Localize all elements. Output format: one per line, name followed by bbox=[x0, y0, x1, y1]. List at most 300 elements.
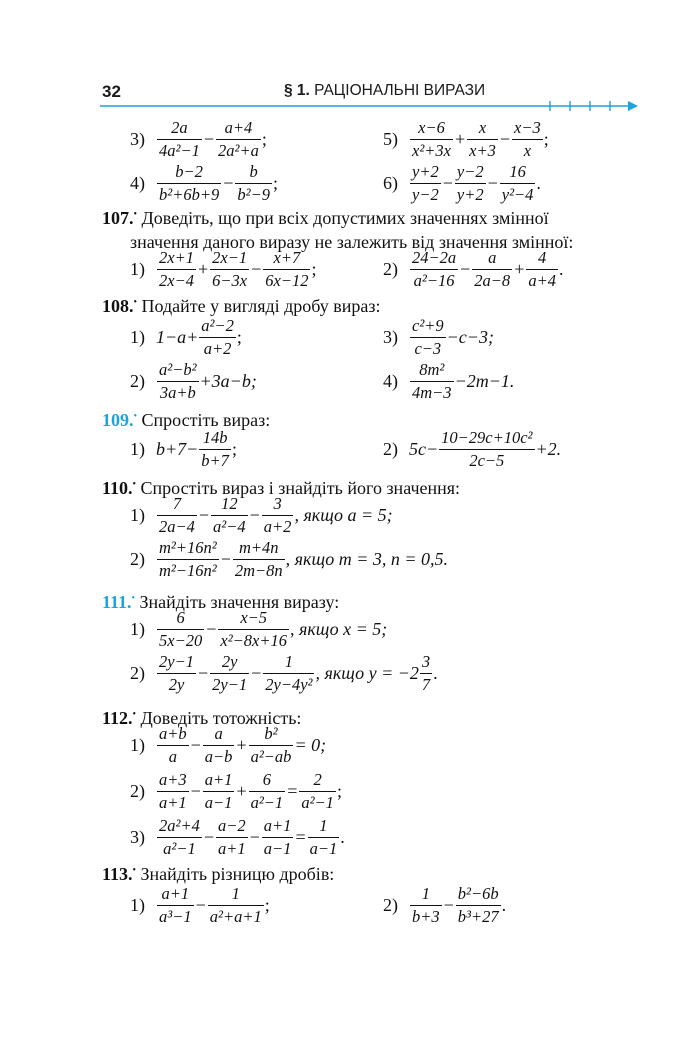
numerator: 2a²+4 bbox=[159, 816, 200, 835]
fraction bbox=[157, 724, 189, 767]
denominator: a+2 bbox=[203, 339, 232, 359]
denominator: 7 bbox=[421, 675, 431, 695]
expression-row bbox=[130, 248, 316, 291]
fraction-bar bbox=[526, 269, 558, 270]
fraction-bar bbox=[263, 673, 314, 674]
denominator: a²−ab bbox=[250, 747, 292, 767]
denominator: a+4 bbox=[528, 271, 556, 291]
fraction-bar bbox=[235, 183, 272, 184]
denominator: a²−1 bbox=[163, 839, 196, 859]
page-header bbox=[0, 0, 695, 115]
denominator: x²+3x bbox=[412, 141, 451, 161]
fraction bbox=[262, 816, 294, 859]
expr-end: . bbox=[433, 663, 438, 684]
numerator: 24−2a bbox=[412, 248, 457, 267]
denominator: a²−16 bbox=[413, 271, 455, 291]
fraction bbox=[512, 118, 543, 161]
expr-post: +2. bbox=[535, 439, 562, 460]
fraction-bar bbox=[218, 629, 289, 630]
expression-row bbox=[383, 316, 494, 359]
fraction-bar bbox=[157, 745, 189, 746]
fraction-bar bbox=[410, 905, 442, 906]
expr-op1: − bbox=[460, 259, 471, 280]
fraction bbox=[199, 316, 236, 359]
fraction bbox=[211, 494, 248, 537]
numerator: 8m² bbox=[419, 360, 445, 379]
denominator: a²+a+1 bbox=[209, 907, 262, 927]
item-label: 2) bbox=[383, 895, 398, 916]
numerator: m+4n bbox=[238, 538, 279, 557]
expr-op2: − bbox=[249, 505, 260, 526]
numerator: b²−6b bbox=[457, 884, 499, 903]
expr-end: ; bbox=[231, 439, 237, 460]
fraction bbox=[157, 816, 202, 859]
problem-number: 111. bbox=[102, 592, 132, 612]
expression-row bbox=[130, 608, 387, 651]
expression-row bbox=[130, 316, 242, 359]
expr-op2: − bbox=[251, 259, 262, 280]
expr-op1: − bbox=[195, 895, 206, 916]
fraction-bar bbox=[456, 905, 501, 906]
expr-end: ; bbox=[261, 129, 267, 150]
denominator: a−1 bbox=[309, 839, 338, 859]
numerator: 3 bbox=[273, 494, 282, 513]
item-label: 3) bbox=[130, 129, 145, 150]
expr-eq: = bbox=[287, 781, 298, 802]
denominator: m²−16n² bbox=[159, 561, 217, 581]
numerator: a+4 bbox=[224, 118, 253, 137]
problem-text: Доведіть, що при всіх допустимих значеннях змінної bbox=[141, 208, 549, 228]
denominator: 2a−8 bbox=[474, 271, 511, 291]
denominator: 3a+b bbox=[159, 383, 196, 403]
expression-row bbox=[383, 118, 549, 161]
item-label: 2) bbox=[130, 549, 145, 570]
expression-row bbox=[130, 428, 237, 471]
fraction-bar bbox=[308, 837, 340, 838]
numerator: x−5 bbox=[240, 608, 268, 627]
fraction-bar bbox=[500, 183, 536, 184]
numerator: x+7 bbox=[273, 248, 301, 267]
fraction-bar bbox=[210, 269, 249, 270]
item-label: 2) bbox=[130, 781, 145, 802]
denominator: 2y bbox=[168, 675, 185, 695]
denominator: b+3 bbox=[412, 907, 440, 927]
numerator: a bbox=[488, 248, 497, 267]
numerator: 1 bbox=[421, 884, 430, 903]
numerator: 16 bbox=[509, 162, 526, 181]
item-label: 1) bbox=[130, 619, 145, 640]
fraction-bar bbox=[512, 139, 543, 140]
expr-op1: + bbox=[454, 129, 466, 150]
denominator: x bbox=[523, 141, 532, 161]
expr-op1: − bbox=[206, 619, 217, 640]
fraction bbox=[263, 652, 314, 695]
problem-text: Доведіть тотожність: bbox=[140, 708, 302, 728]
expression-row bbox=[130, 770, 342, 813]
expr-op1: − bbox=[220, 549, 231, 570]
expression-row bbox=[130, 538, 448, 581]
expr-post: , якщо y = −2 bbox=[315, 663, 419, 684]
expression-row bbox=[383, 162, 541, 205]
expression-row bbox=[130, 652, 438, 695]
numerator: a+1 bbox=[263, 816, 292, 835]
expr-pre: 5c− bbox=[409, 439, 439, 460]
item-label: 3) bbox=[383, 327, 398, 348]
denominator: b+7 bbox=[201, 451, 229, 471]
numerator: b bbox=[249, 162, 258, 181]
expr-pre: 1−a+ bbox=[156, 327, 199, 348]
expression-row bbox=[383, 360, 514, 403]
fraction-bar bbox=[203, 745, 235, 746]
denominator: a−1 bbox=[263, 839, 292, 859]
numerator: 1 bbox=[284, 652, 293, 671]
expr-end: . bbox=[340, 827, 345, 848]
numerator: 1 bbox=[231, 884, 240, 903]
denominator: 4m−3 bbox=[412, 383, 452, 403]
numerator: a−2 bbox=[218, 816, 246, 835]
fraction-bar bbox=[157, 381, 199, 382]
expr-op1: − bbox=[197, 663, 209, 684]
expr-op1: + bbox=[197, 259, 209, 280]
problem-text: Подайте у вигляді дробу вираз: bbox=[141, 296, 381, 316]
numerator: x−3 bbox=[514, 118, 541, 137]
item-label: 1) bbox=[130, 327, 145, 348]
fraction bbox=[249, 770, 286, 813]
section-mark: § 1. bbox=[284, 82, 310, 99]
item-label: 1) bbox=[130, 505, 145, 526]
item-label: 2) bbox=[130, 371, 145, 392]
denominator: a bbox=[168, 747, 177, 767]
item-label: 2) bbox=[130, 663, 145, 684]
denominator: y−2 bbox=[412, 185, 439, 205]
numerator: a+1 bbox=[204, 770, 233, 789]
denominator: a−1 bbox=[204, 793, 233, 813]
fraction bbox=[157, 248, 196, 291]
expr-op2: + bbox=[236, 735, 247, 756]
fraction-bar bbox=[410, 269, 458, 270]
expr-op1: − bbox=[223, 173, 234, 194]
fraction bbox=[308, 816, 340, 859]
expr-op2: − bbox=[249, 827, 260, 848]
denominator: a²−1 bbox=[301, 793, 334, 813]
fraction-bar bbox=[472, 269, 512, 270]
fraction-bar bbox=[216, 139, 261, 140]
numerator: 2y−1 bbox=[159, 652, 194, 671]
fraction bbox=[467, 118, 498, 161]
fraction-bar bbox=[157, 183, 221, 184]
expr-op2: − bbox=[499, 129, 511, 150]
fraction bbox=[500, 162, 536, 205]
fraction bbox=[216, 816, 248, 859]
numerator: 2y bbox=[221, 652, 238, 671]
item-label: 1) bbox=[130, 259, 145, 280]
denominator: a+1 bbox=[159, 793, 187, 813]
expr-op2: + bbox=[514, 259, 525, 280]
fraction bbox=[410, 316, 446, 359]
fraction-bar bbox=[262, 837, 294, 838]
expr-end: . bbox=[501, 895, 507, 916]
denominator: b³+27 bbox=[457, 907, 499, 927]
numerator: x bbox=[478, 118, 487, 137]
problem-number: 107. bbox=[102, 208, 134, 228]
fraction-bar bbox=[157, 791, 189, 792]
expr-eq: = bbox=[295, 827, 306, 848]
expression-row bbox=[383, 248, 563, 291]
item-label: 6) bbox=[383, 173, 398, 194]
problem-number: 109. bbox=[102, 410, 134, 430]
fraction-bar bbox=[199, 337, 236, 338]
expr-op1: − bbox=[443, 895, 454, 916]
numerator: 14b bbox=[202, 428, 228, 447]
expr-post: , якщо x = 5; bbox=[290, 619, 388, 640]
numerator: x−6 bbox=[418, 118, 445, 137]
fraction-bar bbox=[157, 139, 202, 140]
numerator: y−2 bbox=[456, 162, 484, 181]
numerator: 2x+1 bbox=[159, 248, 194, 267]
problem-112: 112.• Доведіть тотожність: bbox=[102, 708, 302, 728]
fraction bbox=[218, 608, 289, 651]
fraction-bar bbox=[208, 905, 264, 906]
expression-row bbox=[130, 118, 267, 161]
numerator: m²+16n² bbox=[159, 538, 217, 557]
fraction-bar bbox=[467, 139, 498, 140]
fraction-bar bbox=[157, 905, 194, 906]
fraction bbox=[410, 248, 458, 291]
fraction bbox=[233, 538, 285, 581]
numerator: 2x−1 bbox=[212, 248, 248, 267]
denominator: c−3 bbox=[414, 339, 442, 359]
problem-text: Знайдіть різницю дробів: bbox=[140, 864, 335, 884]
expression-row bbox=[130, 884, 270, 927]
item-label: 2) bbox=[383, 259, 398, 280]
expr-end: ; bbox=[236, 327, 242, 348]
fraction-bar bbox=[199, 449, 231, 450]
fraction bbox=[157, 770, 189, 813]
fraction bbox=[208, 884, 264, 927]
number-line-arrow-icon bbox=[100, 98, 640, 114]
fraction-bar bbox=[203, 791, 235, 792]
fraction-bar bbox=[210, 673, 249, 674]
numerator: a+3 bbox=[159, 770, 187, 789]
fraction bbox=[157, 538, 219, 581]
denominator: a−b bbox=[204, 747, 233, 767]
fraction-bar bbox=[157, 559, 219, 560]
numerator: 4 bbox=[538, 248, 547, 267]
fraction bbox=[410, 118, 453, 161]
numerator: a²−2 bbox=[201, 316, 234, 335]
numerator: a+b bbox=[159, 724, 187, 743]
fraction bbox=[235, 162, 272, 205]
numerator: b−2 bbox=[175, 162, 203, 181]
fraction-bar bbox=[216, 837, 248, 838]
expr-op1: − bbox=[198, 505, 210, 526]
denominator: 6−3x bbox=[212, 271, 248, 291]
fraction-bar bbox=[249, 745, 294, 746]
problem-110: 110.• Спростіть вираз і знайдіть його значення: bbox=[102, 478, 461, 498]
numerator: a bbox=[214, 724, 223, 743]
fraction bbox=[157, 360, 199, 403]
expr-post: , якщо m = 3, n = 0,5. bbox=[285, 549, 449, 570]
fraction-bar bbox=[262, 515, 294, 516]
denominator: b²−9 bbox=[237, 185, 270, 205]
numerator: 6 bbox=[262, 770, 272, 789]
expr-end: ; bbox=[311, 259, 317, 280]
fraction-bar bbox=[211, 515, 248, 516]
expr-end: . bbox=[558, 259, 564, 280]
fraction bbox=[439, 428, 534, 471]
numerator: a²−b² bbox=[159, 360, 197, 379]
expr-end: ; bbox=[272, 173, 278, 194]
problem-number: 110. bbox=[102, 478, 133, 498]
denominator: 2m−8n bbox=[234, 561, 283, 581]
fraction bbox=[216, 118, 261, 161]
denominator: 2y−4y² bbox=[265, 675, 313, 695]
numerator: 12 bbox=[221, 494, 238, 513]
expr-post: −c−3; bbox=[446, 327, 494, 348]
denominator: 2y−1 bbox=[212, 675, 248, 695]
problem-109: 109.• Спростіть вираз: bbox=[102, 410, 271, 430]
denominator: a²−1 bbox=[250, 793, 284, 813]
denominator: 2c−5 bbox=[469, 451, 505, 471]
fraction bbox=[210, 652, 249, 695]
denominator: x²−8x+16 bbox=[220, 631, 287, 651]
expr-op1: − bbox=[190, 781, 201, 802]
item-label: 1) bbox=[130, 735, 145, 756]
item-label: 1) bbox=[130, 439, 145, 460]
fraction bbox=[410, 360, 454, 403]
fraction bbox=[263, 248, 310, 291]
fraction-bar bbox=[299, 791, 336, 792]
fraction-bar bbox=[455, 183, 486, 184]
expr-post: +3a−b; bbox=[199, 371, 257, 392]
item-label: 2) bbox=[383, 439, 398, 460]
fraction bbox=[157, 652, 196, 695]
item-label: 5) bbox=[383, 129, 398, 150]
expr-end: ; bbox=[543, 129, 549, 150]
fraction bbox=[249, 724, 294, 767]
fraction bbox=[157, 608, 204, 651]
problem-number: 113. bbox=[102, 864, 133, 884]
numerator: b² bbox=[264, 724, 278, 743]
fraction bbox=[203, 770, 235, 813]
expr-op2: − bbox=[487, 173, 498, 194]
fraction bbox=[456, 884, 501, 927]
fraction bbox=[157, 118, 202, 161]
numerator: 2a bbox=[171, 118, 188, 137]
fraction-bar bbox=[410, 381, 454, 382]
fraction bbox=[199, 428, 231, 471]
fraction bbox=[262, 494, 294, 537]
fraction-bar bbox=[439, 449, 534, 450]
denominator: a²−4 bbox=[213, 517, 246, 537]
expr-op1: − bbox=[203, 129, 214, 150]
problem-107: 107.• Доведіть, що при всіх допустимих значеннях змінної bbox=[102, 208, 549, 228]
expression-row bbox=[130, 494, 393, 537]
expression-row bbox=[130, 724, 326, 767]
numerator: a+1 bbox=[161, 884, 190, 903]
item-label: 1) bbox=[130, 895, 145, 916]
fraction bbox=[410, 884, 442, 927]
item-label: 4) bbox=[130, 173, 145, 194]
fraction-bar bbox=[410, 337, 446, 338]
expression-row bbox=[383, 884, 506, 927]
numerator: 2 bbox=[313, 770, 322, 789]
problem-number: 108. bbox=[102, 296, 134, 316]
fraction-bar bbox=[410, 183, 441, 184]
expression-row bbox=[130, 360, 257, 403]
denominator: 2a−4 bbox=[159, 517, 195, 537]
expr-op2: + bbox=[236, 781, 247, 802]
denominator: y+2 bbox=[456, 185, 484, 205]
fraction-bar bbox=[157, 673, 196, 674]
fraction-bar bbox=[249, 791, 286, 792]
denominator: 6x−12 bbox=[265, 271, 309, 291]
denominator: b²+6b+9 bbox=[159, 185, 220, 205]
fraction bbox=[203, 724, 235, 767]
fraction-bar bbox=[157, 837, 202, 838]
expr-end: . bbox=[536, 173, 541, 194]
problem-107-continued: значення даного виразу не залежить від значення змінної: bbox=[130, 232, 574, 252]
expr-post: −2m−1. bbox=[454, 371, 515, 392]
expr-op2: − bbox=[251, 663, 262, 684]
fraction bbox=[526, 248, 558, 291]
denominator: a³−1 bbox=[159, 907, 192, 927]
fraction bbox=[420, 652, 432, 695]
fraction-bar bbox=[410, 139, 453, 140]
denominator: y²−4 bbox=[501, 185, 534, 205]
expr-post: , якщо a = 5; bbox=[294, 505, 393, 526]
fraction-bar bbox=[157, 515, 197, 516]
denominator: x+3 bbox=[469, 141, 496, 161]
fraction bbox=[157, 162, 221, 205]
problem-text: Спростіть вираз: bbox=[141, 410, 271, 430]
fraction bbox=[157, 494, 197, 537]
fraction bbox=[299, 770, 336, 813]
numerator: 7 bbox=[172, 494, 182, 513]
fraction bbox=[455, 162, 486, 205]
fraction bbox=[210, 248, 249, 291]
numerator: 1 bbox=[319, 816, 328, 835]
item-label: 3) bbox=[130, 827, 145, 848]
fraction-bar bbox=[157, 269, 196, 270]
fraction-bar bbox=[263, 269, 310, 270]
fraction bbox=[410, 162, 441, 205]
denominator: a+1 bbox=[218, 839, 246, 859]
expr-end: ; bbox=[264, 895, 270, 916]
denominator: a+2 bbox=[263, 517, 292, 537]
fraction bbox=[472, 248, 512, 291]
problem-text: Спростіть вираз і знайдіть його значення: bbox=[140, 478, 461, 498]
expr-op1: − bbox=[442, 173, 453, 194]
expression-row bbox=[383, 428, 561, 471]
expression-row bbox=[130, 162, 278, 205]
numerator: c²+9 bbox=[412, 316, 444, 335]
expr-post: = 0; bbox=[294, 735, 327, 756]
expression-row bbox=[130, 816, 345, 859]
expr-op1: − bbox=[190, 735, 201, 756]
numerator: 3 bbox=[421, 652, 431, 671]
page-number: 32 bbox=[102, 82, 121, 101]
expr-end: ; bbox=[336, 781, 342, 802]
problem-108: 108.• Подайте у вигляді дробу вираз: bbox=[102, 296, 381, 316]
expr-op1: − bbox=[203, 827, 214, 848]
expr-pre: b+7− bbox=[156, 439, 199, 460]
fraction bbox=[157, 884, 194, 927]
problem-text: Знайдіть значення виразу: bbox=[139, 592, 340, 612]
fraction-bar bbox=[157, 629, 204, 630]
fraction-bar bbox=[233, 559, 285, 560]
problem-number: 112. bbox=[102, 708, 133, 728]
